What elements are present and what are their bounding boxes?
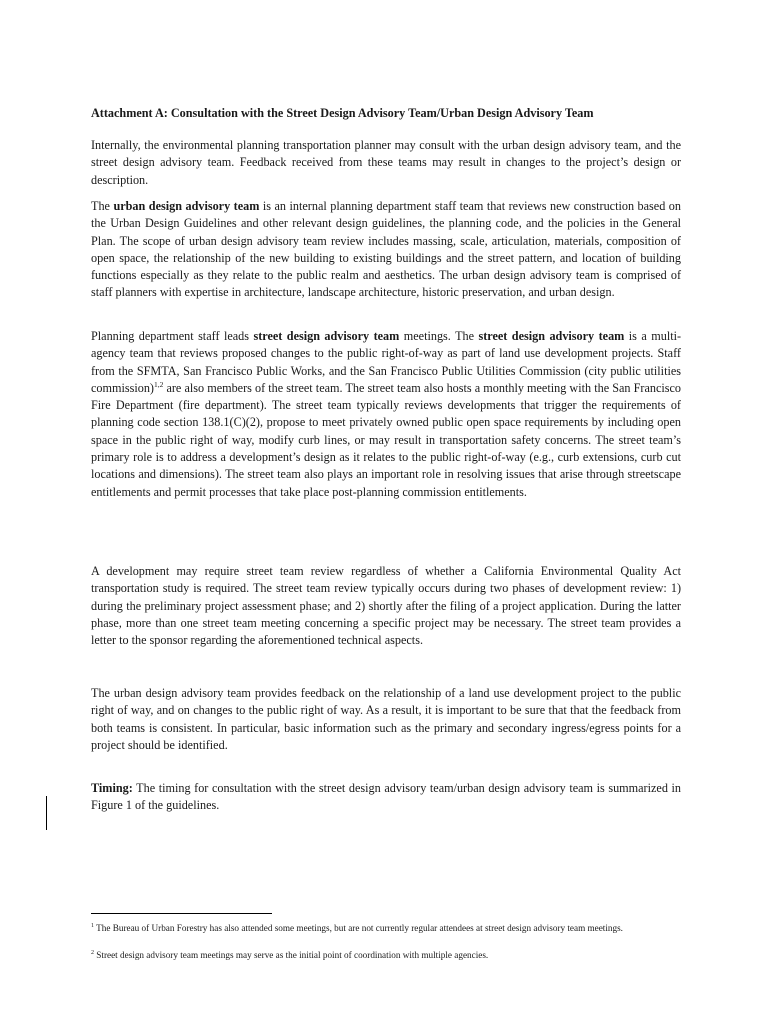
sdat-part2: meetings. The <box>403 329 475 343</box>
udat-paragraph <box>91 198 681 302</box>
footnote-2 <box>91 949 681 962</box>
development-paragraph: A development may require street team review regardless of whether a California Environmental Quality Act transportation study is required. The street team review typically occurs during two phases of development review: 1) during the preliminary project assessment phase; and 2) shortly after the filing of a project application. During the latter phase, more than one street team meeting concerning a specific project may be necessary. The street team provides a letter to the sponsor regarding the aforementioned technical aspects. <box>91 564 681 648</box>
udat-body: is an internal planning department staff team that reviews new construction based on the Urban Design Guidelines and other relevant design guidelines, the planning code, and the policies in the General Plan. The scope of urban design advisory team review includes massing, scale, articulation, materials, composition of open space, the relationship of the new building to existing buildings and the street pattern, and location of building functions especially as they relate to the public realm and aesthetics. The urban design advisory team is comprised of staff planners with expertise in architecture, landscape architecture, historic preservation, and urban design. <box>91 199 681 300</box>
footnote-1-text: The Bureau of Urban Forestry has also attended some meetings, but are not currently regular attendees at street design advisory team meetings. <box>96 923 623 933</box>
sdat-term-1: street design advisory team <box>253 329 400 343</box>
timing-label: Timing: <box>91 781 133 795</box>
footnote-separator <box>91 913 272 914</box>
intro-paragraph: Internally, the environmental planning transportation planner may consult with the urban design advisory team, and the street design advisory team. Feedback received from these teams may result in changes to the project’s design or description. <box>91 138 681 187</box>
footnote-1-number: 1 <box>91 922 94 929</box>
sdat-term-2: street design advisory team <box>478 329 625 343</box>
feedback-paragraph: The urban design advisory team provides feedback on the relationship of a land use development project to the public right of way, and on changes to the public right of way. As a result, it is important to be sure that that the feedback from both teams is consistent. In particular, basic information such as the primary and secondary ingress/egress points for a project should be identified. <box>91 686 681 752</box>
timing-paragraph <box>91 780 681 815</box>
sdat-paragraph <box>91 328 681 501</box>
attachment-heading: Attachment A: Consultation with the Street Design Advisory Team/Urban Design Advisory Team <box>91 106 594 120</box>
revision-bar <box>46 796 47 830</box>
footnote-1 <box>91 922 681 935</box>
footnote-2-number: 2 <box>91 949 94 956</box>
sdat-part3: is a multi-agency team that reviews proposed changes to the public right-of-way as part of land use development projects. Staff from the SFMTA, San Francisco Public Works, and the San Francisco Public Utilities Commission (city public utilities commission) <box>91 329 682 395</box>
udat-term: urban design advisory team <box>113 199 260 213</box>
timing-body: The timing for consultation with the street design advisory team/urban design advisory team is summarized in Figure 1 of the guidelines. <box>91 781 681 813</box>
udat-lead: The <box>91 199 110 213</box>
footnote-2-text: Street design advisory team meetings may serve as the initial point of coordination with multiple agencies. <box>96 950 489 960</box>
footnote-ref[interactable]: 1,2 <box>153 379 164 389</box>
sdat-part4: are also members of the street team. The street team also hosts a monthly meeting with the San Francisco Fire Department (fire department). The street team typically reviews developments that trigger the requirements of planning code section 138.1(C)(2), propose to meet privately owned public open space requirements by including open space in the public right of way, modify curb lines, or may result in transportation safety concerns. The street team’s primary role is to address a development’s design as it relates to the public right-of-way (e.g., curb extensions, curb cut locations and dimensions). The street team also plays an important role in resolving issues that arise through streetscape entitlements and permit processes that take place post-planning commission entitlements. <box>91 380 682 499</box>
sdat-part1: Planning department staff leads <box>91 329 249 343</box>
